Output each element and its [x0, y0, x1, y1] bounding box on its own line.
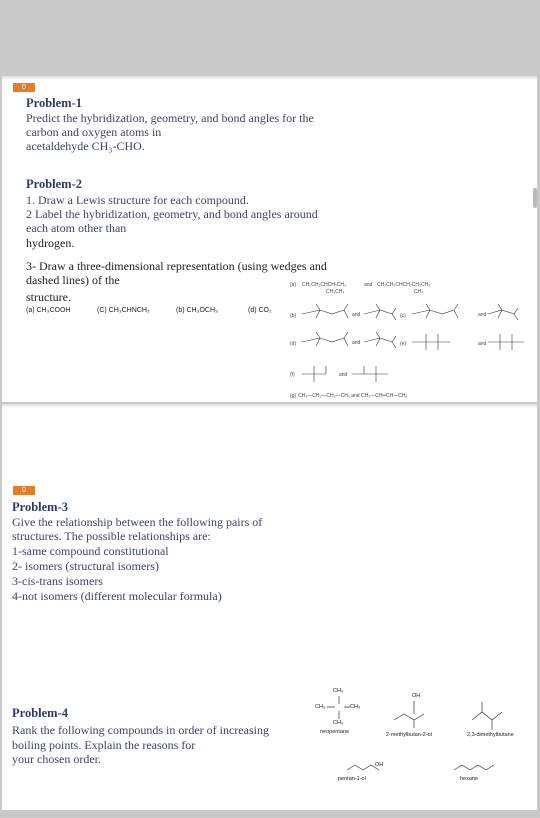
methylbutanol-label: 2-methylbutan-2-ol [386, 732, 432, 738]
pentanol-oh: OH [375, 762, 384, 768]
problem-2-line-3: each atom other than [26, 221, 127, 235]
label-g: (g) [290, 393, 297, 399]
neopentane-left-ch3: CH₃ [315, 704, 326, 710]
pair-a-left: CH₃CH₂CHCH₂CH₃ [302, 282, 347, 288]
neopentane-bottom-ch3: CH₃ [333, 720, 344, 726]
problem-4-line-1: Rank the following compounds in order of increasing [12, 723, 269, 737]
problem-1-line-1: Predict the hybridization, geometry, and bond angles for the [26, 111, 314, 125]
problem-3-line-1: Give the relationship between the following pairs of [12, 515, 263, 529]
compound-c: (C) CH₃CHNCH₃ [97, 307, 150, 314]
problem-4-line-3: your chosen order. [12, 752, 101, 766]
problem-2-line-2: 2 Label the hybridization, geometry, and bond angles around [26, 207, 318, 221]
hexane-label: hexane [460, 776, 479, 782]
problem-2-line-6: dashed lines) of the [26, 273, 120, 287]
pair-a-left-sub: CH₂CH₃ [326, 289, 345, 295]
label-e: (e) [400, 341, 407, 347]
slide-number-badge: 0 [13, 486, 35, 495]
methylbutanol-oh: OH [412, 693, 421, 699]
bottom-bar [0, 810, 540, 818]
scrollbar-thumb[interactable] [533, 188, 537, 208]
structure-drawings [2, 76, 537, 402]
pair-c-and: and [478, 312, 487, 318]
problem-3-line-3: 1-same compound constitutional [12, 544, 169, 558]
slide-number-badge: 0 [13, 83, 35, 92]
pair-d-and: and [352, 340, 361, 346]
pentanol-label: pentan-1-ol [338, 776, 366, 782]
problem-2-line-5: 3- Draw a three-dimensional representation (using wedges and [26, 259, 327, 273]
neopentane-top-ch3: CH₃ [333, 688, 344, 694]
compound-b: (b) CH₃OCH₃ [176, 307, 218, 314]
slide-1 [2, 76, 537, 402]
label-a: (a) [290, 282, 297, 288]
pair-a-right: CH₃CH₂CHCH₂CH₂CH₃ [377, 282, 431, 288]
problem-3-line-4: 2- isomers (structural isomers) [12, 559, 159, 573]
problem-3-line-6: 4-not isomers (different molecular formula) [12, 589, 222, 603]
compound-a: (a) CH₃COOH [26, 307, 71, 314]
problem-2-line-1: 1. Draw a Lewis structure for each compound. [26, 193, 249, 207]
slide-2 [2, 404, 537, 810]
dimethylbutane-label: 2,3-dimethylbutane [467, 732, 514, 738]
pair-e-and: and [478, 341, 487, 347]
label-d: (d) [290, 341, 297, 347]
problem-2-title: Problem-2 [26, 177, 83, 191]
pair-b-and: and [352, 312, 361, 318]
pair-g: CH₃—CH₂—CH₂—CH₃ and CH₃—CH═CH—CH₃ [298, 393, 408, 399]
neopentane-label: neopentane [320, 729, 350, 735]
problem-1-line-3: acetaldehyde CH₃-CHO. [26, 139, 145, 153]
molecule-drawings [2, 404, 537, 810]
pair-a-right-sub: CH₃ [414, 289, 424, 295]
problem-3-title: Problem-3 [12, 500, 69, 514]
compound-d: (d) CO₂ [248, 307, 272, 314]
label-f: (f) [290, 372, 295, 378]
label-c: (c) [400, 313, 406, 319]
pair-f-and: and [339, 372, 348, 378]
label-b: (b) [290, 313, 297, 319]
problem-4-title: Problem-4 [12, 706, 69, 720]
pair-a-and: and [364, 282, 373, 288]
problem-2-line-4: hydrogen. [26, 236, 75, 250]
problem-1-title: Problem-1 [26, 96, 83, 110]
problem-1-line-2: carbon and oxygen atoms in [26, 125, 162, 139]
problem-3-line-5: 3-cis-trans isomers [12, 574, 103, 588]
problem-2-line-7: structure. [26, 290, 71, 304]
neopentane-right-ch3: CH₃ [350, 704, 361, 710]
problem-4-line-2: boiling points. Explain the reasons for [12, 738, 196, 752]
problem-3-line-2: structures. The possible relationships are: [12, 529, 211, 543]
